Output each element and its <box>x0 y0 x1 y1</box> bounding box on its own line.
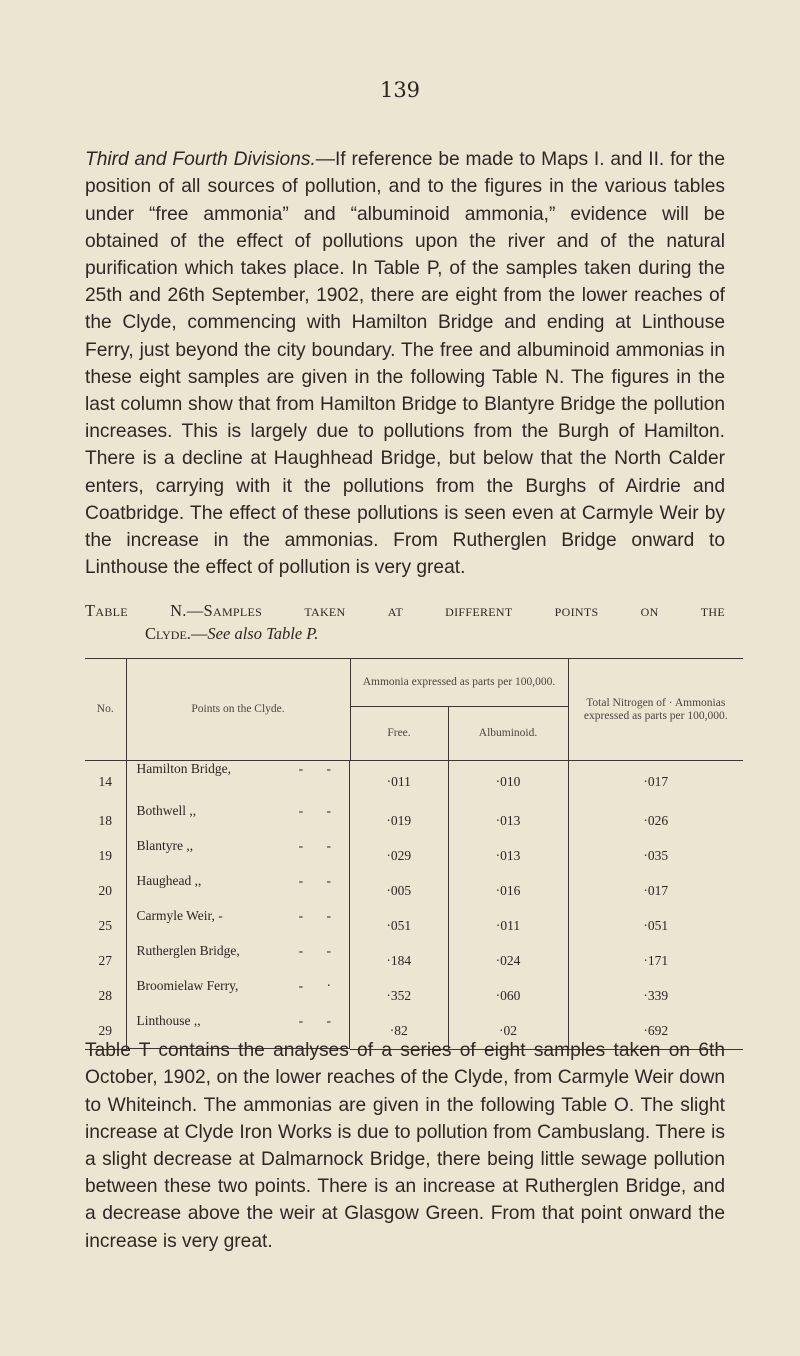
header-free: Free. <box>350 707 448 761</box>
header-albuminoid: Albuminoid. <box>448 707 568 761</box>
cell-no: 18 <box>85 803 126 838</box>
table-caption-prefix: Clyde.— <box>145 624 208 643</box>
table-row <box>85 803 743 838</box>
header-total-nitrogen: Total Nitrogen of · Ammonias expressed as parts per 100,000. <box>568 659 743 761</box>
cell-no: 20 <box>85 873 126 908</box>
cell-free: ·051 <box>350 908 448 943</box>
cell-total: ·026 <box>643 812 669 828</box>
cell-total: ·017 <box>643 774 669 789</box>
point-name: Haughead ,, <box>136 873 202 888</box>
cell-albuminoid: ·010 <box>448 761 568 804</box>
cell-albuminoid: ·013 <box>448 803 568 838</box>
table-caption <box>85 599 725 645</box>
cell-no: 14 <box>85 761 126 804</box>
table-row <box>85 908 743 943</box>
cell-free: ·352 <box>350 978 448 1013</box>
cell-total: ·692 <box>568 1013 743 1049</box>
table-row <box>85 978 743 1013</box>
paragraph-intro <box>85 146 725 581</box>
point-name: Hamilton Bridge, <box>136 761 231 776</box>
point-name: Rutherglen Bridge, <box>136 943 240 958</box>
point-name: Bothwell ,, <box>136 803 197 818</box>
point-leader-dashes: - - <box>298 1013 341 1028</box>
cell-free: ·82 <box>350 1013 448 1049</box>
cell-total: ·051 <box>643 917 669 933</box>
cell-free: ·029 <box>350 838 448 873</box>
cell-no: 25 <box>85 908 126 943</box>
table-row <box>85 943 743 978</box>
cell-point <box>127 838 351 873</box>
point-name: Linthouse ,, <box>136 1013 201 1028</box>
cell-free: ·005 <box>350 873 448 908</box>
cell-no: 28 <box>85 978 126 1013</box>
table-caption-line2 <box>85 622 725 645</box>
point-leader-dashes: - - <box>298 838 341 853</box>
cell-albuminoid: ·060 <box>448 978 568 1013</box>
cell-no: 27 <box>85 943 126 978</box>
cell-albuminoid: ·013 <box>448 838 568 873</box>
paragraph-table-t: Table T contains the analyses of a series of eight samples taken on 6th October, 1902, on the lower reaches of the Clyde, from Carmyle Weir down to Whiteinch. The ammonias are given in the following Table O. The slight increase at Clyde Iron Works is due to pollution from Cambuslang. There is a slight decrease at Dalmarnock Bridge, there being little sewage pollution between these two points. There is an increase at Rutherglen Bridge, and a decrease above the weir at Glasgow Green. From that point onward the increase is very great. <box>85 1040 725 1252</box>
header-ammonia-group: Ammonia expressed as parts per 100,000. <box>350 659 568 707</box>
section-lead-italic: Third and Fourth Divisions. <box>85 149 316 171</box>
point-leader-dashes: - - <box>298 908 341 923</box>
point-name: Broomielaw Ferry, <box>136 978 239 993</box>
cell-point <box>127 908 351 943</box>
cell-no: 29 <box>85 1013 126 1049</box>
point-name: Blantyre ,, <box>136 838 194 853</box>
point-leader-dashes: - - <box>298 803 341 818</box>
point-leader-dashes: - - <box>298 761 341 776</box>
cell-no: 19 <box>85 838 126 873</box>
cell-albuminoid: ·024 <box>448 943 568 978</box>
point-leader-dashes: - - <box>298 943 341 958</box>
ammonia-table <box>85 658 743 1050</box>
table-caption-line1: Table N.—Samples taken at different points on the <box>85 601 725 620</box>
cell-albuminoid: ·016 <box>448 873 568 908</box>
header-points: Points on the Clyde. <box>126 659 350 761</box>
point-name: Carmyle Weir, - <box>136 908 223 923</box>
cell-total: ·171 <box>643 952 669 968</box>
point-leader-dashes: - · <box>298 978 341 993</box>
cell-point <box>127 803 351 838</box>
cell-point <box>127 978 351 1013</box>
cell-albuminoid: ·02 <box>448 1013 568 1049</box>
table-row <box>85 761 743 804</box>
cell-free: ·019 <box>350 803 448 838</box>
table-row <box>85 838 743 873</box>
page-number: 139 <box>379 78 421 102</box>
cell-point <box>127 943 351 978</box>
point-leader-dashes: - - <box>298 873 341 888</box>
cell-total: ·017 <box>643 882 669 898</box>
cell-point <box>127 761 351 803</box>
cell-albuminoid: ·011 <box>448 908 568 943</box>
header-no: No. <box>85 659 126 761</box>
table-row <box>85 873 743 908</box>
cell-free: ·184 <box>350 943 448 978</box>
cell-total: ·035 <box>643 847 669 863</box>
cell-total: ·339 <box>643 987 669 1003</box>
table-caption-italic: See also Table P. <box>207 624 319 643</box>
cell-point <box>127 873 351 908</box>
paragraph-intro-text: —If reference be made to Maps I. and II. for the position of all sources of pollution, and to the figures in the various tables under “free ammonia” and “albuminoid ammonia,” evidence will be obtained of the effect of pollutions upon the river and of the natural purification which takes place. In Table P, of the samples taken during the 25th and 26th September, 1902, there are eight from the lower reaches of the Clyde, commencing with Hamilton Bridge and ending at Linthouse Ferry, just beyond the city boundary. The free and albuminoid ammonias in these eight samples are given in the following Table N. The figures in the last column show that from Hamilton Bridge to Blantyre Bridge the pollution increases. This is largely due to pollutions from the Burgh of Hamilton. There is a decline at Haughhead Bridge, but below that the North Calder enters, carrying with it the pollutions from the Burghs of Airdrie and Coatbridge. The effect of these pollutions is seen even at Carmyle Weir by the increase in the ammonias. From Rutherglen Bridge onward to Linthouse the effect of pollution is very great. <box>85 149 725 579</box>
cell-free: ·011 <box>350 761 448 804</box>
